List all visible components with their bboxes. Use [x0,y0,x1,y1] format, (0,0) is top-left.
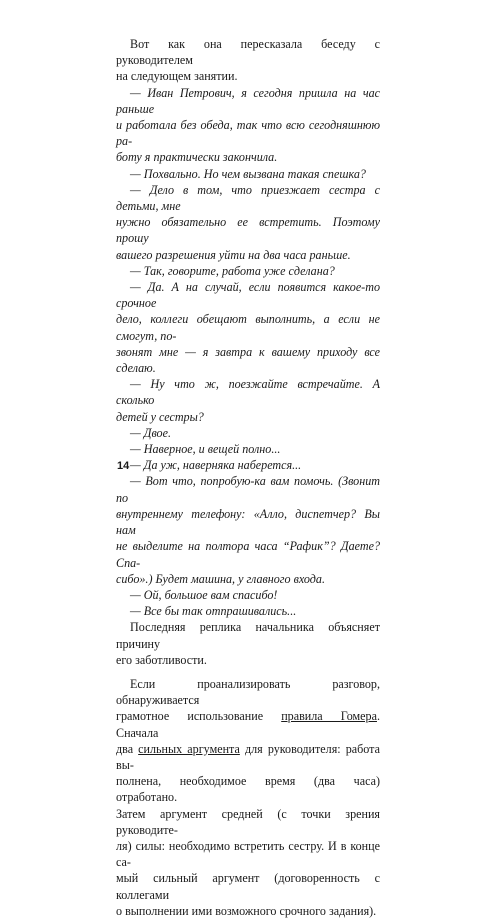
line: Вот как она пересказала беседу с руководителем [116,37,380,68]
line: звонят мне — я завтра к вашему приходу все сделаю. [116,344,380,376]
line: полнена, необходимое время (два часа) отработано. [116,774,380,805]
line: боту я практически закончила. [116,150,278,165]
line: на следующем занятии. [116,69,238,84]
paragraph-analysis [116,676,380,919]
dialogue-line [116,182,380,263]
dialogue-line [116,279,380,376]
line: Если проанализировать разговор, обнаруживается [116,676,380,708]
paragraph-gap [116,668,380,676]
line: нужно обязательно ее встретить. Поэтому прошу [116,215,380,246]
dialogue-block [116,85,380,620]
dialogue-line [116,376,380,425]
paragraph-intro [116,36,380,85]
line: — Дело в том, что приезжает сестра с детьми, мне [116,182,380,214]
line: — Вот что, попробую-ка вам помочь. (Звонит по [116,474,380,505]
dialogue-line [116,587,380,603]
dialogue-line [116,603,380,619]
line: — Так, говорите, работа уже сделана? [130,263,335,278]
dialogue-line [116,441,380,457]
line: — Двое. [130,425,171,440]
line: Затем аргумент средней (с точки зрения руководите- [116,806,380,837]
line: мый сильный аргумент (договоренность с коллегами [116,871,380,902]
line: Последняя реплика начальника объясняет причину [116,620,380,651]
line: о выполнении ими возможного срочного задания). [116,903,377,918]
line: — Все бы так отпрашивались... [130,604,297,619]
line-fragment: два [116,741,139,756]
line: — Иван Петрович, я сегодня пришла на час раньше [116,85,380,116]
dialogue-line [116,457,380,473]
term-strong-arguments: сильных аргумента [138,741,240,756]
line: детей у сестры? [116,409,204,424]
line: его заботливости. [116,652,207,667]
line-fragment: для руководителя: работа вы- [116,741,380,772]
line: — Ну что ж, поезжайте встречайте. А сколько [116,377,380,408]
line: внутреннему телефону: «Алло, диспетчер? Вы нам [116,506,380,538]
line: — Ой, большое вам спасибо! [130,587,278,602]
line-fragment: . Сначала [116,709,380,740]
line: не выделите на полтора часа “Рафик”? Даете? Спа- [116,539,380,570]
line: ля) силы: необходимо встретить сестру. И в конце са- [116,838,380,870]
dialogue-line [116,85,380,166]
line: вашего разрешения уйти на два часа раньше. [116,247,351,262]
page-body-text [116,36,380,919]
dialogue-line [116,473,380,586]
term-homer-rule: правила Гомера [281,709,377,724]
dialogue-line [116,425,380,441]
line: — Да. А на случай, если появится какое-то срочное [116,280,380,311]
line-fragment: грамотное использование [116,709,282,724]
paragraph-conclusion [116,619,380,668]
page-number: 14 [117,460,130,472]
line: — Да уж, наверняка наберется... [130,458,302,473]
dialogue-line [116,263,380,279]
line: дело, коллеги обещают выполнить, а если не смогут, по- [116,312,380,343]
dialogue-line [116,166,380,182]
line: сибо».) Будет машина, у главного входа. [116,571,325,586]
line: — Наверное, и вещей полно... [130,442,281,457]
line: и работала без обеда, так что всю сегодняшнюю ра- [116,118,380,149]
line: — Похвально. Но чем вызвана такая спешка? [130,166,366,181]
